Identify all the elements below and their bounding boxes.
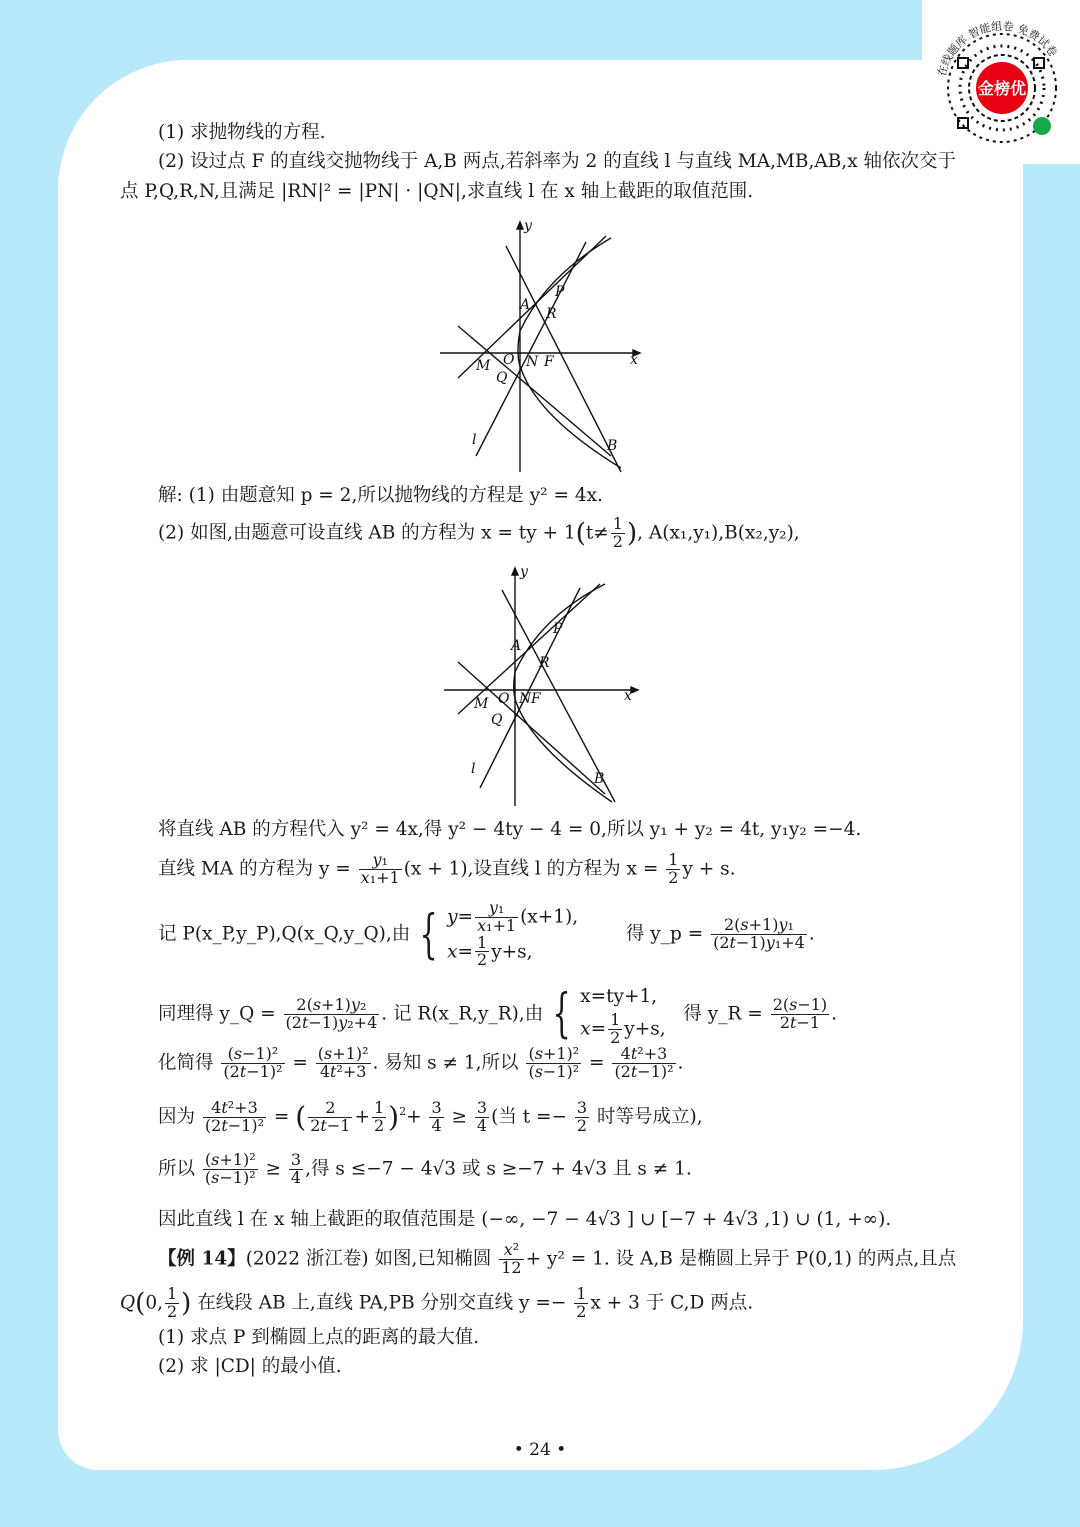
- e1-b: + y² = 1. 设 A,B 是椭圆上异于 P(0,1) 的两点,且点: [525, 1248, 957, 1270]
- s6-c: 得 y_R =: [683, 1003, 763, 1025]
- s2-suffix: , A(x₁,y₁),B(x₂,y₂),: [637, 522, 800, 544]
- example14-q2: (2) 求 |CD| 的最小值.: [158, 1356, 342, 1377]
- fig2-label-F: F: [531, 691, 541, 707]
- fig1-label-R: R: [546, 306, 557, 322]
- s7-b: . 易知 s ≠ 1,所以: [372, 1052, 519, 1074]
- fig2-label-N: N: [519, 691, 532, 707]
- brand-stamp[interactable]: [922, 0, 1080, 164]
- e1-a: (2022 浙江卷) 如图,已知椭圆: [245, 1248, 492, 1270]
- solution-simplify: 化简得 $\frac{\text{(s−1)²}}{\text{(2t−1)²}}$ = $\frac{\text{(s+1)²}}{\text{4t²+3}}$ . 易知 s ≠ 1,所以 $\frac{\text{(s+1)²}}{\text{(s−1)²}}$ = $\frac{\text{4t²+3}}{\text{(2t−1)²}}$ .: [158, 1044, 684, 1081]
- s5-a: 记 P(x_P,y_P),Q(x_Q,y_Q),由: [158, 923, 411, 945]
- fig2-label-P: P: [553, 621, 563, 637]
- figure-parabola-2: [440, 562, 645, 810]
- solution-part1: 解: (1) 由题意知 p = 2,所以抛物线的方程是 y² = 4x.: [158, 485, 603, 506]
- fig1-label-F: F: [544, 354, 554, 370]
- fig2-label-Q: Q: [491, 712, 503, 728]
- frac-yq: $\frac{\text{2(s+1)y₂}}{\text{(2t−1)y₂+4}}$: [285, 995, 378, 1032]
- solution-range: 因此直线 l 在 x 轴上截距的取值范围是 (−∞, −7 − 4√3 ] ∪ [−7 + 4√3 ,1) ∪ (1, +∞).: [158, 1209, 892, 1230]
- s8-c: 时等号成立),: [597, 1106, 703, 1128]
- s4-b: (x + 1),设直线 l 的方程为 x =: [403, 858, 659, 880]
- example14-line2: Q(0, $\frac{1}{2}$ ) 在线段 AB 上,直线 PA,PB 分别交直线 y =− $\frac{1}{2}$ x + 3 于 C,D 两点.: [120, 1284, 754, 1321]
- frac-half-2: $\frac{1}{2}$: [668, 850, 679, 887]
- system-2: x=ty+1, x= $\frac{1}{2}$ y+s,: [580, 986, 666, 1047]
- fig1-label-M: M: [476, 358, 491, 374]
- frac-y1-x1: $\frac{\text{y₁}}{\text{x₁+1}}$: [360, 850, 400, 887]
- fig1-label-O: O: [503, 352, 515, 368]
- solution-system-pq: 记 P(x_P,y_P),Q(x_Q,y_Q),由 { y= $\frac{\text{y₁}}{\text{x₁+1}}$ (x+1), x= $\frac{1}{2}$ y+s, 得 y_p = $\frac{\text{2(s+1)y₁}}{\text{(2t−1)y₁+4}}$ .: [158, 898, 815, 970]
- fig1-label-N: N: [526, 354, 539, 370]
- page-number: • 24 •: [513, 1440, 567, 1460]
- e2-c: x + 3 于 C,D 两点.: [590, 1292, 754, 1314]
- solution-part2-intro: (2) 如图,由题意可设直线 AB 的方程为 x = ty + 1(t≠ $\frac{1}{2}$ ), A(x₁,y₁),B(x₂,y₂),: [158, 514, 800, 551]
- s8-a: 因为: [158, 1106, 196, 1128]
- fig2-label-O: O: [498, 691, 510, 707]
- e2-b: 在线段 AB 上,直线 PA,PB 分别交直线 y =−: [197, 1292, 567, 1314]
- s6-b: . 记 R(x_R,y_R),由: [381, 1003, 544, 1025]
- s5-sys1: (x+1),: [520, 906, 579, 928]
- fig1-label-x: x: [630, 352, 638, 368]
- solution-line-ma: [158, 852, 736, 887]
- solution-inequality: 因为 $\frac{\text{4t²+3}}{\text{(2t−1)²}}$ = ( $\frac{2}{2t-1}$ + $\frac{1}{2}$ )$^2$+ $\frac{3}{4}$ ≥ $\frac{3}{4}$ (当 t =− $\frac{3}{2}$ 时等号成立),: [158, 1098, 703, 1135]
- s4-a: 直线 MA 的方程为 y =: [158, 858, 351, 880]
- fig1-label-y: y: [524, 218, 532, 234]
- s2-prefix: (2) 如图,由题意可设直线 AB 的方程为 x = ty + 1: [158, 522, 576, 544]
- s9-b: ,得 s ≤−7 − 4√3 或 s ≥−7 + 4√3 且 s ≠ 1.: [305, 1158, 692, 1180]
- s8-b: (当 t =−: [491, 1106, 568, 1128]
- stamp-brand-text: 金榜优: [977, 79, 1027, 98]
- example14-line1: 【例 14】(2022 浙江卷) 如图,已知椭圆 $\frac{\text{x²}}{12}$ + y² = 1. 设 A,B 是椭圆上异于 P(0,1) 的两点,且点: [158, 1240, 957, 1277]
- fig2-label-l: l: [471, 761, 476, 777]
- figure-parabola-1: [436, 216, 646, 478]
- fig1-label-P: P: [555, 284, 565, 300]
- solution-conclusion-s: 所以 $\frac{\text{(s+1)²}}{\text{(s−1)²}}$ ≥ $\frac{3}{4}$ ,得 s ≤−7 − 4√3 或 s ≥−7 + 4√3 且 s ≠ 1.: [158, 1150, 692, 1187]
- s4-c: y + s.: [682, 858, 736, 880]
- problem-part2-line2: 点 P,Q,R,N,且满足 |RN|² = |PN| · |QN|,求直线 l 在 x 轴上截距的取值范围.: [120, 181, 754, 202]
- example14-q1: (1) 求点 P 到椭圆上点的距离的最大值.: [158, 1327, 480, 1348]
- problem-part2-line1: (2) 设过点 F 的直线交抛物线于 A,B 两点,若斜率为 2 的直线 l 与直线 MA,MB,AB,x 轴依次交于: [158, 151, 957, 172]
- fig1-label-Q: Q: [496, 370, 508, 386]
- fig2-label-x: x: [624, 688, 632, 704]
- frac-half: $\frac{1}{2}$: [612, 514, 623, 551]
- fig2-label-M: M: [474, 696, 489, 712]
- s6-sys1: x=ty+1,: [580, 986, 658, 1007]
- e2-a: Q: [120, 1292, 136, 1314]
- s6-sys2: y+s,: [624, 1018, 666, 1040]
- frac-yp: $\frac{\text{2(s+1)y₁}}{\text{(2t−1)y₁+4}}$: [713, 915, 805, 953]
- solution-substitution: 将直线 AB 的方程代入 y² = 4x,得 y² − 4ty − 4 = 0,所以 y₁ + y₂ = 4t, y₁y₂ =−4.: [158, 819, 862, 840]
- fig2-label-B: B: [594, 771, 605, 787]
- fig2-label-R: R: [539, 655, 550, 671]
- frac-yr: $\frac{2(s-1)}{2t-1}$: [772, 995, 828, 1032]
- fig1-label-A: A: [520, 297, 531, 313]
- fig2-label-A: A: [511, 638, 522, 654]
- s5-sys2: y+s,: [491, 940, 533, 962]
- s7-a: 化简得: [158, 1052, 214, 1074]
- stamp-ring-text: 在线题库 智能组卷 免费试卷: [935, 19, 1060, 78]
- s5-b: 得 y_p =: [625, 923, 704, 945]
- s9-a: 所以: [158, 1158, 196, 1180]
- s2-cond: t≠: [585, 522, 609, 544]
- problem-part1: (1) 求抛物线的方程.: [158, 122, 326, 143]
- fig1-label-B: B: [607, 438, 618, 454]
- system-1: y= $\frac{\text{y₁}}{\text{x₁+1}}$ (x+1), x= $\frac{1}{2}$ y+s,: [447, 898, 579, 970]
- example14-tag: 【例 14】: [158, 1248, 246, 1270]
- s6-a: 同理得 y_Q =: [158, 1003, 276, 1025]
- fig1-label-l: l: [472, 432, 477, 448]
- solution-system-r: 同理得 y_Q = $\frac{\text{2(s+1)y₂}}{\text{(2t−1)y₂+4}}$ . 记 R(x_R,y_R),由 { x=ty+1, x= $\frac{1}{2}$ y+s, 得 y_R = $\frac{2(s-1)}{2t-1}$ .: [158, 982, 837, 1047]
- fig2-label-y: y: [520, 564, 528, 580]
